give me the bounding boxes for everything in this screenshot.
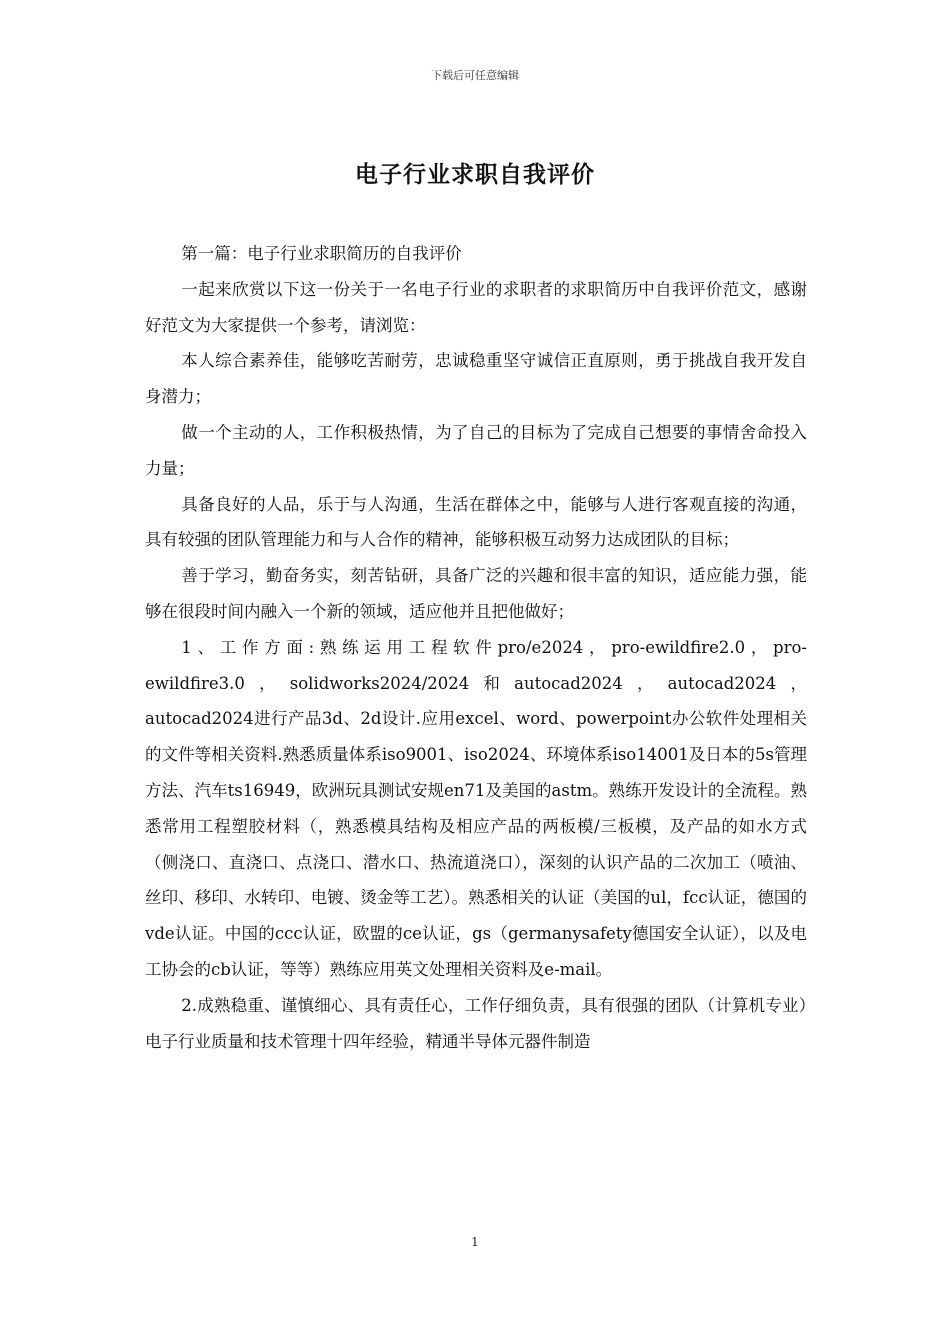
paragraph-experience: 2.成熟稳重、谨慎细心、具有责任心，工作仔细负责，具有很强的团队（计算机专业）电子行业质量和技术管理十四年经验，精通半导体元器件制造 bbox=[145, 995, 807, 1051]
section-heading: 第一篇：电子行业求职简历的自我评价 bbox=[181, 244, 462, 263]
document-title: 电子行业求职自我评价 bbox=[355, 161, 595, 188]
paragraph-learning: 善于学习，勤奋务实，刻苦钻研，具备广泛的兴趣和很丰富的知识，适应能力强，能够在很段时间内融入一个新的领域，适应他并且把他做好； bbox=[145, 566, 807, 621]
document-body bbox=[145, 236, 807, 1059]
paragraph-intro: 一起来欣赏以下这一份关于一名电子行业的求职者的求职简历中自我评价范文，感谢好范文为大家提供一个参考，请浏览： bbox=[145, 279, 807, 335]
page-number: 1 bbox=[471, 1235, 479, 1249]
paragraph-work-skills: 1、工作方面:熟练运用工程软件pro/e2024，pro-ewildfire2.0，pro-ewildfire3.0，solidworks2024/2024和autocad2024，autocad2024，autocad2024进行产品3d、2d设计.应用excel、word、powerpoint办公软件处理相关的文件等相关资料.熟悉质量体系iso9001、iso2024、环境体系iso14001及日本的5s管理方法、汽车ts16949，欧洲玩具测试安规en71及美国的astm。熟练开发设计的全流程。熟悉常用工程塑胶材料（，熟悉模具结构及相应产品的两板模/三板模，及产品的如水方式（侧浇口、直浇口、点浇口、潜水口、热流道浇口），深刻的认识产品的二次加工（喷油、丝印、移印、水转印、电镀、烫金等工艺）。熟悉相关的认证（美国的ul，fcc认证，德国的vde认证。中国的ccc认证，欧盟的ce认证，gs（germanysafety德国安全认证），以及电工协会的cb认证，等等）熟练应用英文处理相关资料及e-mail。 bbox=[145, 637, 807, 979]
paragraph-initiative: 做一个主动的人，工作积极热情，为了自己的目标为了完成自己想要的事情舍命投入力量； bbox=[145, 422, 807, 478]
paragraph-quality: 本人综合素养佳，能够吃苦耐劳，忠诚稳重坚守诚信正直原则，勇于挑战自我开发自身潜力； bbox=[145, 351, 807, 407]
paragraph-character: 具备良好的人品，乐于与人沟通，生活在群体之中，能够与人进行客观直接的沟通，具有较强的团队管理能力和与人合作的精神，能够积极互动努力达成团队的目标； bbox=[145, 494, 807, 550]
page-header-note: 下载后可任意编辑 bbox=[431, 69, 519, 82]
